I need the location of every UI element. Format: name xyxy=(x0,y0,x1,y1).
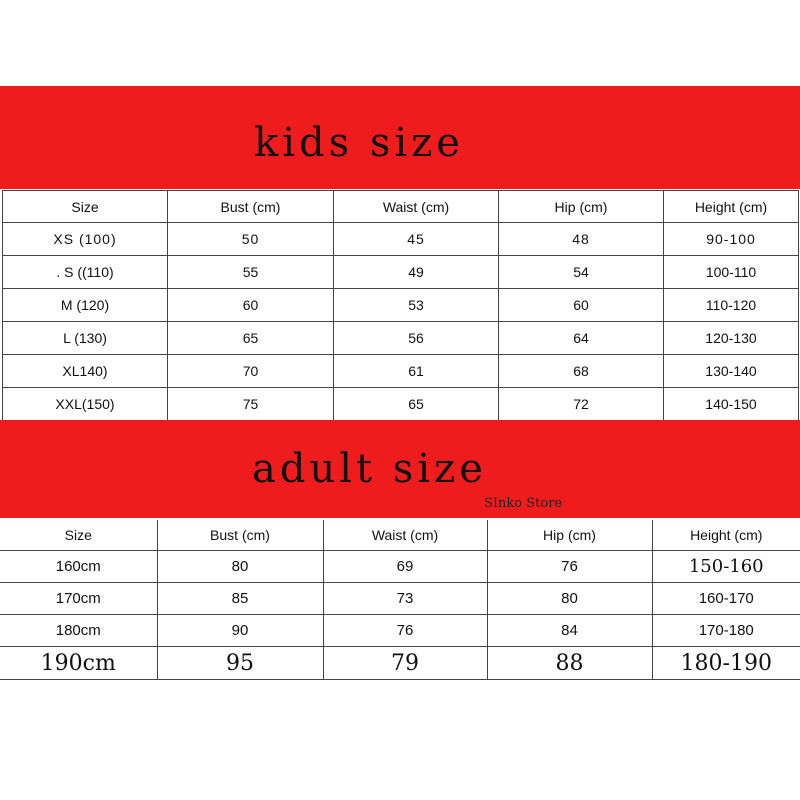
adult-cell-bust: 95 xyxy=(157,647,323,680)
kids-table-row xyxy=(3,355,799,388)
kids-cell-size: . S ((110) xyxy=(3,256,168,289)
kids-cell-bust: 70 xyxy=(168,355,334,388)
adult-size-table xyxy=(0,520,800,680)
kids-cell-waist: 56 xyxy=(334,322,499,355)
adult-cell-waist: 73 xyxy=(323,583,487,615)
adult-cell-bust: 80 xyxy=(157,551,323,583)
kids-cell-height: 140-150 xyxy=(664,388,799,421)
adult-table-row xyxy=(0,647,800,680)
adult-table-row xyxy=(0,551,800,583)
kids-header-hip: Hip (cm) xyxy=(499,191,664,223)
adult-cell-waist: 76 xyxy=(323,615,487,647)
kids-cell-size: L (130) xyxy=(3,322,168,355)
kids-cell-size: XXL(150) xyxy=(3,388,168,421)
kids-table-row xyxy=(3,289,799,322)
adult-header-hip: Hip (cm) xyxy=(487,520,652,551)
adult-cell-size: 160cm xyxy=(0,551,157,583)
kids-table-row xyxy=(3,256,799,289)
adult-cell-hip: 88 xyxy=(487,647,652,680)
adult-cell-hip: 76 xyxy=(487,551,652,583)
adult-cell-height: 180-190 xyxy=(652,647,800,680)
kids-cell-waist: 61 xyxy=(334,355,499,388)
kids-table-row xyxy=(3,388,799,421)
kids-cell-hip: 54 xyxy=(499,256,664,289)
adult-cell-height: 150-160 xyxy=(652,551,800,583)
kids-cell-height: 100-110 xyxy=(664,256,799,289)
adult-cell-size: 190cm xyxy=(0,647,157,680)
adult-table-row xyxy=(0,615,800,647)
adult-cell-hip: 84 xyxy=(487,615,652,647)
kids-size-banner xyxy=(0,86,800,189)
adult-header-bust: Bust (cm) xyxy=(157,520,323,551)
kids-size-title: kids size xyxy=(254,120,464,166)
kids-cell-hip: 60 xyxy=(499,289,664,322)
adult-cell-size: 180cm xyxy=(0,615,157,647)
kids-table-row xyxy=(3,223,799,256)
kids-cell-bust: 60 xyxy=(168,289,334,322)
kids-table-header-row xyxy=(3,191,799,223)
adult-cell-bust: 85 xyxy=(157,583,323,615)
kids-header-height: Height (cm) xyxy=(664,191,799,223)
kids-cell-size: XL140) xyxy=(3,355,168,388)
kids-table-row xyxy=(3,322,799,355)
kids-header-bust: Bust (cm) xyxy=(168,191,334,223)
kids-cell-waist: 45 xyxy=(334,223,499,256)
adult-cell-hip: 80 xyxy=(487,583,652,615)
adult-header-height: Height (cm) xyxy=(652,520,800,551)
adult-header-size: Size xyxy=(0,520,157,551)
adult-cell-waist: 79 xyxy=(323,647,487,680)
adult-table-header-row xyxy=(0,520,800,551)
adult-header-waist: Waist (cm) xyxy=(323,520,487,551)
kids-cell-hip: 68 xyxy=(499,355,664,388)
kids-size-table xyxy=(2,190,799,421)
adult-cell-height: 170-180 xyxy=(652,615,800,647)
adult-cell-waist: 69 xyxy=(323,551,487,583)
adult-size-banner xyxy=(0,420,800,518)
kids-cell-waist: 53 xyxy=(334,289,499,322)
kids-header-waist: Waist (cm) xyxy=(334,191,499,223)
kids-cell-height: 90-100 xyxy=(664,223,799,256)
adult-cell-height: 160-170 xyxy=(652,583,800,615)
adult-cell-bust: 90 xyxy=(157,615,323,647)
kids-cell-size: XS (100) xyxy=(3,223,168,256)
kids-cell-waist: 65 xyxy=(334,388,499,421)
kids-cell-bust: 65 xyxy=(168,322,334,355)
kids-cell-hip: 72 xyxy=(499,388,664,421)
adult-table-row xyxy=(0,583,800,615)
kids-cell-height: 110-120 xyxy=(664,289,799,322)
adult-cell-size: 170cm xyxy=(0,583,157,615)
kids-header-size: Size xyxy=(3,191,168,223)
kids-cell-hip: 48 xyxy=(499,223,664,256)
kids-cell-waist: 49 xyxy=(334,256,499,289)
kids-cell-height: 130-140 xyxy=(664,355,799,388)
kids-cell-size: M (120) xyxy=(3,289,168,322)
store-watermark: SInko Store xyxy=(484,496,563,511)
kids-cell-bust: 50 xyxy=(168,223,334,256)
kids-cell-bust: 75 xyxy=(168,388,334,421)
kids-cell-bust: 55 xyxy=(168,256,334,289)
kids-cell-height: 120-130 xyxy=(664,322,799,355)
kids-cell-hip: 64 xyxy=(499,322,664,355)
adult-size-title: adult size xyxy=(252,446,487,492)
